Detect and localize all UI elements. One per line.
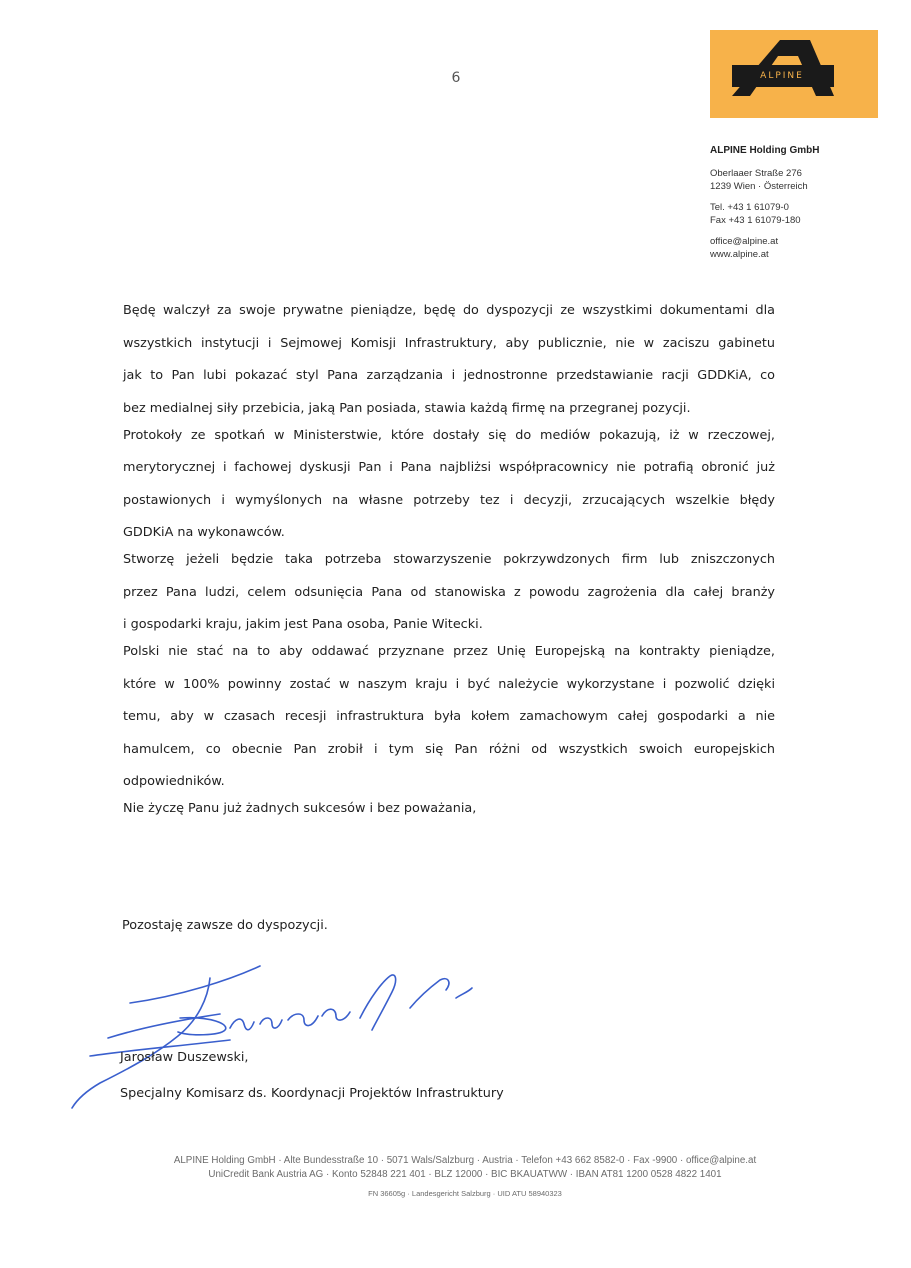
text-line: odpowiedników.: [123, 774, 225, 789]
sender-address: [710, 144, 900, 261]
closing-line: Pozostaję zawsze do dyspozycji.: [122, 918, 328, 933]
text-line: które w 100% powinny zostać w naszym kraju i być należycie wykorzystane i pozwolić dzięki: [123, 676, 775, 692]
letter-body: [123, 300, 775, 825]
text-line: wszystkich instytucji i Sejmowej Komisji Infrastruktury, aby publicznie, nie w zaciszu gabinetu: [123, 335, 775, 351]
footer-line-registry: FN 36605g · Landesgericht Salzburg · UID ATU 58940323: [368, 1189, 562, 1198]
text-line: Polski nie stać na to aby oddawać przyznane przez Unię Europejską na kontrakty pieniądze,: [123, 644, 775, 659]
text-line: jak to Pan lubi pokazać styl Pana zarządzania i jednostronne przedstawianie racji GDDKiA, co: [123, 368, 775, 383]
company-name: ALPINE Holding GmbH: [710, 145, 820, 156]
signer-name: Jarosław Duszewski,: [120, 1050, 249, 1065]
signer-title: Specjalny Komisarz ds. Koordynacji Projektów Infrastruktury: [120, 1086, 504, 1101]
fax: Fax +43 1 61079-180: [710, 215, 801, 226]
text-line: hamulcem, co obecnie Pan zrobił i tym się Pan różni od wszystkich swoich europejskich: [123, 741, 775, 757]
text-line: przez Pana ludzi, celem odsunięcia Pana od stanowiska z powodu zagrożenia dla całej branży: [123, 584, 775, 600]
city: 1239 Wien · Österreich: [710, 181, 808, 192]
text-line: bez medialnej siły przebicia, jaką Pan posiada, stawia każdą firmę na przegranej pozycji.: [123, 400, 691, 416]
street: Oberlaaer Straße 276: [710, 168, 802, 179]
page-footer: [100, 1154, 830, 1200]
text-line: Stworzę jeżeli będzie taka potrzeba stowarzyszenie pokrzywdzonych firm lub zniszczonych: [123, 552, 775, 567]
text-line: merytorycznej i fachowej dyskusji Pan i Pana najbliżsi współpracownicy nie potrafią obronić już: [123, 460, 775, 475]
text-line: Protokoły ze spotkań w Ministerstwie, które dostały się do mediów pokazują, iż w rzeczowej,: [123, 427, 775, 443]
footer-line-bank: UniCredit Bank Austria AG · Konto 52848 221 401 · BLZ 12000 · BIC BKAUATWW · IBAN AT81 1200 0528 4822 1401: [208, 1169, 722, 1180]
website-link[interactable]: www.alpine.at: [710, 249, 769, 260]
footer-line-company: ALPINE Holding GmbH · Alte Bundesstraße 10 · 5071 Wals/Salzburg · Austria · Telefon +43 662 8582-0 · Fax -9900 · office@alpine.at: [173, 1155, 757, 1166]
page-number: 6: [451, 70, 461, 86]
text-line: GDDKiA na wykonawców.: [123, 525, 285, 540]
logo-text: ALPINE: [760, 71, 804, 81]
text-line: Będę walczył za swoje prywatne pieniądze, będę do dyspozycji ze wszystkimi dokumentami dla: [123, 303, 775, 318]
text-line: Nie życzę Panu już żadnych sukcesów i bez poważania,: [123, 801, 477, 816]
email-link[interactable]: office@alpine.at: [710, 236, 779, 247]
text-line: temu, aby w czasach recesji infrastruktura była kołem zamachowym całej gospodarki a nie: [123, 709, 775, 724]
text-line: i gospodarki kraju, jakim jest Pana osoba, Panie Witecki.: [123, 617, 483, 632]
telephone: Tel. +43 1 61079-0: [710, 202, 789, 213]
text-line: postawionych i wymyślonych na własne potrzeby tez i decyzji, zrzucających wszelkie błędy: [123, 492, 775, 508]
